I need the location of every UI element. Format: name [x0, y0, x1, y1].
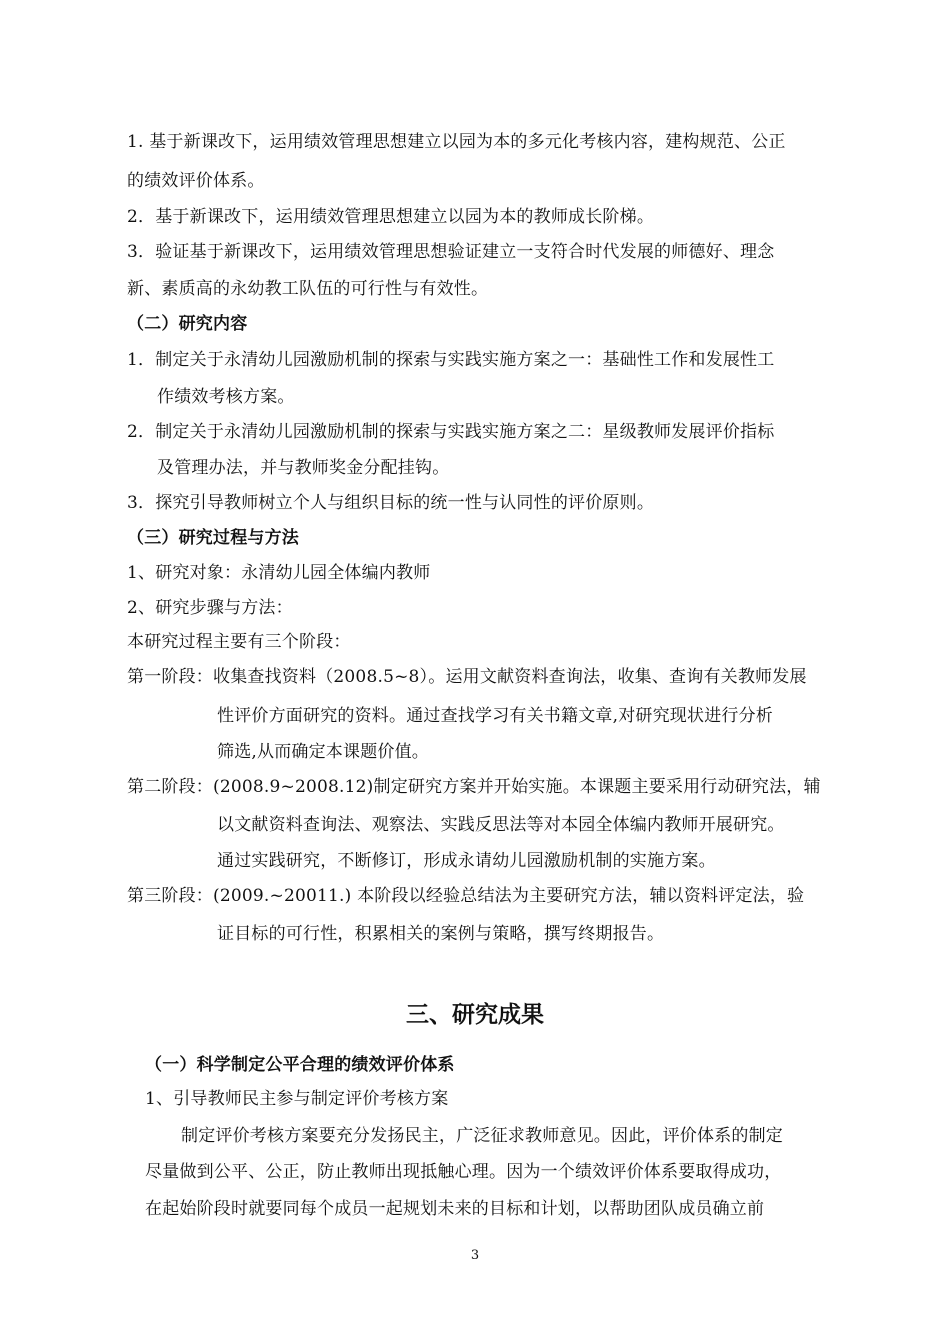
research-subject: 1、研究对象：永清幼儿园全体编内教师: [127, 563, 431, 583]
item-democratic-participation: 1、引导教师民主参与制定评价考核方案: [145, 1089, 449, 1109]
stage-1-line-1: 第一阶段：收集查找资料（2008.5~8）。运用文献资料查询法，收集、查询有关教师发展: [127, 667, 807, 687]
stage-2-line-3: 通过实践研究，不断修订，形成永请幼儿园激励机制的实施方案。: [217, 851, 716, 871]
content-item-2-line-2: 及管理办法，并与教师奖金分配挂钩。: [157, 458, 450, 478]
chapter-heading-research-results: 三、研究成果: [406, 1002, 544, 1028]
goal-item-1-line-2: 的绩效评价体系。: [127, 171, 265, 191]
stage-1-line-2: 性评价方面研究的资料。通过查找学习有关书籍文章,对研究现状进行分析: [217, 706, 774, 726]
section-heading-research-content: （二）研究内容: [127, 314, 248, 334]
goal-item-1-line-1: 1. 基于新课改下，运用绩效管理思想建立以园为本的多元化考核内容，建构规范、公正: [127, 132, 786, 152]
goal-item-3-line-2: 新、素质高的永幼教工队伍的可行性与有效性。: [127, 279, 489, 299]
paragraph-line-2: 尽量做到公平、公正，防止教师出现抵触心理。因为一个绩效评价体系要取得成功，: [145, 1162, 782, 1182]
content-item-3: 3．探究引导教师树立个人与组织目标的统一性与认同性的评价原则。: [127, 493, 655, 513]
goal-item-3-line-1: 3．验证基于新课改下，运用绩效管理思想验证建立一支符合时代发展的师德好、理念: [127, 242, 775, 262]
paragraph-line-1: 制定评价考核方案要充分发扬民主，广泛征求教师意见。因此，评价体系的制定: [181, 1126, 783, 1146]
stage-3-line-1: 第三阶段：(2009.~20011.) 本阶段以经验总结法为主要研究方法，辅以资料评定法，验: [127, 886, 805, 906]
stages-intro: 本研究过程主要有三个阶段：: [127, 632, 351, 652]
stage-1-line-3: 筛选,从而确定本课题价值。: [217, 742, 430, 762]
stage-3-line-2: 证目标的可行性，积累相关的案例与策略，撰写终期报告。: [217, 924, 665, 944]
content-item-1-line-2: 作绩效考核方案。: [157, 387, 295, 407]
page-number: 3: [470, 1248, 480, 1263]
content-item-1-line-1: 1．制定关于永清幼儿园激励机制的探索与实践实施方案之一：基础性工作和发展性工: [127, 350, 775, 370]
stage-2-line-2: 以文献资料查询法、观察法、实践反思法等对本园全体编内教师开展研究。: [217, 815, 785, 835]
paragraph-line-3: 在起始阶段时就要同每个成员一起规划未来的目标和计划，以帮助团队成员确立前: [145, 1199, 765, 1219]
goal-item-2: 2．基于新课改下，运用绩效管理思想建立以园为本的教师成长阶梯。: [127, 207, 655, 227]
stage-2-line-1: 第二阶段：(2008.9~2008.12)制定研究方案并开始实施。本课题主要采用行动研究法，辅: [127, 777, 821, 797]
section-heading-process-method: （三）研究过程与方法: [127, 528, 299, 548]
research-steps-label: 2、研究步骤与方法：: [127, 598, 293, 618]
subsection-heading-evaluation-system: （一）科学制定公平合理的绩效评价体系: [145, 1055, 455, 1075]
content-item-2-line-1: 2．制定关于永清幼儿园激励机制的探索与实践实施方案之二：星级教师发展评价指标: [127, 422, 775, 442]
